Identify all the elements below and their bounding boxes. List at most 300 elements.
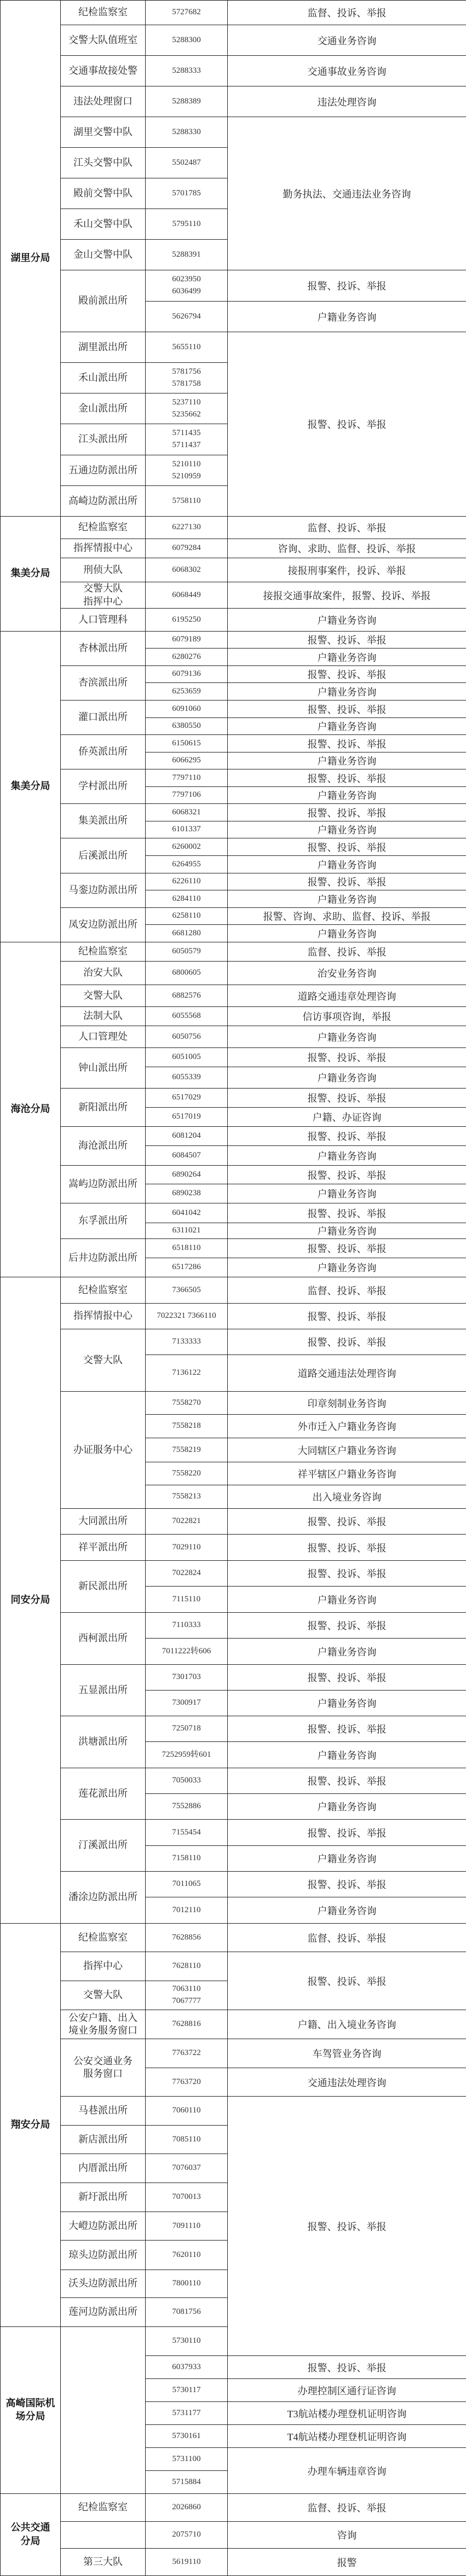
table-row <box>1 985 466 1007</box>
phone-number: 6890238 <box>146 1184 228 1203</box>
district-name: 集美分局 <box>1 632 61 942</box>
phone-number: 7070013 <box>146 2183 228 2212</box>
phone-number: 7081756 <box>146 2298 228 2327</box>
phone-number: 7800110 <box>146 2270 228 2298</box>
table-row <box>1 701 466 718</box>
phone-number: 7155454 <box>146 1820 228 1846</box>
unit-name: 马巷派出所 <box>61 2097 146 2126</box>
table-row <box>1 1665 466 1691</box>
phone-number: 6284110 <box>146 890 228 908</box>
table-row <box>1 942 466 962</box>
phone-number: 5288389 <box>146 86 228 117</box>
table-row <box>1 2522 466 2549</box>
service-description: 报警、投诉、举报 <box>228 632 466 649</box>
service-description: 报警、投诉、举报 <box>228 838 466 856</box>
phone-number: 7110333 <box>146 1613 228 1639</box>
phone-number: 5701785 <box>146 178 228 209</box>
service-description: 印章刻制业务咨询 <box>228 1392 466 1415</box>
phone-number: 7763722 <box>146 2039 228 2068</box>
unit-name: 内厝派出所 <box>61 2154 146 2183</box>
phone-number: 6079189 <box>146 632 228 649</box>
phone-number: 7085110 <box>146 2126 228 2154</box>
unit-name: 高崎边防派出所 <box>61 486 146 517</box>
service-description: 报警、投诉、举报 <box>228 1872 466 1897</box>
service-description: 监督、投诉、举报 <box>228 1277 466 1304</box>
phone-number: 7011065 <box>146 1872 228 1897</box>
service-description: 道路交通违章处理咨询 <box>228 985 466 1007</box>
unit-name: 新圩派出所 <box>61 2183 146 2212</box>
phone-number: 6150615 <box>146 735 228 752</box>
phone-number: 6079284 <box>146 539 228 558</box>
phone-number: 5730161 <box>146 2425 228 2448</box>
table-row <box>1 1239 466 1258</box>
table-row <box>1 332 466 363</box>
service-description: 违法处理咨询 <box>228 86 466 117</box>
service-description: 出入境业务咨询 <box>228 1485 466 1509</box>
unit-name: 指挥情报中心 <box>61 1304 146 1329</box>
unit-name: 沃头边防派出所 <box>61 2270 146 2298</box>
service-description: 接报刑事案件，投诉、举报 <box>228 558 466 582</box>
phone-number: 6050579 <box>146 942 228 962</box>
phone-number: 5711435 5711437 <box>146 424 228 455</box>
phone-number: 6051005 <box>146 1048 228 1067</box>
service-description: 户籍业务咨询 <box>228 1742 466 1768</box>
service-description: 祥平辖区户籍业务咨询 <box>228 1462 466 1485</box>
service-description: 户籍业务咨询 <box>228 821 466 838</box>
phone-number: 7366505 <box>146 1277 228 1304</box>
table-row <box>1 908 466 925</box>
service-description: 户籍业务咨询 <box>228 302 466 332</box>
service-description: 报警、投诉、举报 <box>228 666 466 683</box>
unit-name: 湖里派出所 <box>61 332 146 363</box>
table-row <box>1 1166 466 1184</box>
phone-number: 6800605 <box>146 962 228 985</box>
phone-number: 7091110 <box>146 2212 228 2241</box>
unit-name: 第三大队 <box>61 2549 146 2576</box>
phone-number: 6226110 <box>146 873 228 890</box>
table-row <box>1 1561 466 1587</box>
table-row <box>1 1304 466 1329</box>
table-row <box>1 2039 466 2068</box>
unit-name: 五显派出所 <box>61 1665 146 1716</box>
table-row <box>1 1768 466 1794</box>
table-row <box>1 1924 466 1952</box>
service-description: 报警、投诉、举报 <box>228 1820 466 1846</box>
service-description: 监督、投诉、举报 <box>228 1924 466 1952</box>
service-description: 外市迁入户籍业务咨询 <box>228 1415 466 1438</box>
district-name: 集美分局 <box>1 517 61 632</box>
service-description: 户籍业务咨询 <box>228 787 466 804</box>
table-row <box>1 804 466 821</box>
phone-number: 5730110 <box>146 2327 228 2356</box>
phone-number: 7797110 <box>146 769 228 787</box>
table-row <box>1 1509 466 1535</box>
phone-number: 5210110 5210959 <box>146 455 228 486</box>
unit-name: 纪检监察室 <box>61 942 146 962</box>
unit-name: 刑侦大队 <box>61 558 146 582</box>
table-row <box>1 962 466 985</box>
unit-name: 指挥中心 <box>61 1952 146 1981</box>
service-description: 户籍业务咨询 <box>228 1258 466 1277</box>
service-description: 监督、投诉、举报 <box>228 2494 466 2522</box>
unit-name: 纪检监察室 <box>61 517 146 539</box>
unit-name: 交警大队 <box>61 1329 146 1392</box>
unit-name: 纪检监察室 <box>61 1277 146 1304</box>
table-row <box>1 2010 466 2039</box>
phone-number: 6280276 <box>146 649 228 666</box>
phone-number: 7076037 <box>146 2154 228 2183</box>
unit-name: 交警大队值班室 <box>61 25 146 56</box>
phone-number: 7763720 <box>146 2068 228 2097</box>
table-row <box>1 56 466 86</box>
service-description: 户籍业务咨询 <box>228 649 466 666</box>
phone-number: 7158110 <box>146 1846 228 1872</box>
phone-number: 6681280 <box>146 925 228 942</box>
service-description: 报警、投诉、举报 <box>228 804 466 821</box>
unit-name: 殿前派出所 <box>61 270 146 332</box>
service-description: 办理控制区通行证咨询 <box>228 2379 466 2402</box>
table-row <box>1 1127 466 1146</box>
service-description: 接报交通事故案件，报警、投诉、举报 <box>228 582 466 609</box>
unit-name: 殿前交警中队 <box>61 178 146 209</box>
service-description: 监督、投诉、举报 <box>228 942 466 962</box>
unit-name: 莲河边防派出所 <box>61 2298 146 2327</box>
phone-number: 6068449 <box>146 582 228 609</box>
service-description: 办理车辆违章咨询 <box>228 2448 466 2494</box>
phone-number: 6517019 <box>146 1108 228 1127</box>
phone-number: 6081204 <box>146 1127 228 1146</box>
service-description: 大同辖区户籍业务咨询 <box>228 1438 466 1462</box>
service-description: 户籍业务咨询 <box>228 1184 466 1203</box>
table-row <box>1 666 466 683</box>
service-description: 报警、投诉、举报 <box>228 2097 466 2356</box>
unit-name: 海沧派出所 <box>61 1127 146 1166</box>
phone-number: 6258110 <box>146 908 228 925</box>
phone-number: 5731177 <box>146 2402 228 2425</box>
service-description: 户籍业务咨询 <box>228 718 466 735</box>
table-row <box>1 558 466 582</box>
unit-name: 莲花派出所 <box>61 1768 146 1820</box>
service-description: 户籍业务咨询 <box>228 1639 466 1665</box>
unit-name: 法制大队 <box>61 1007 146 1026</box>
table-row <box>1 1329 466 1355</box>
service-description: 交通业务咨询 <box>228 25 466 56</box>
service-description: 报警、投诉、举报 <box>228 769 466 787</box>
service-description: 报警、投诉、举报 <box>228 1329 466 1355</box>
district-name: 高崎国际机 场分局 <box>1 2327 61 2494</box>
phone-number: 7301703 <box>146 1665 228 1691</box>
service-description: 报警、投诉、举报 <box>228 735 466 752</box>
service-description: 户籍业务咨询 <box>228 683 466 701</box>
phone-number: 5730117 <box>146 2379 228 2402</box>
phone-number: 6890264 <box>146 1166 228 1184</box>
unit-name: 纪检监察室 <box>61 2494 146 2522</box>
service-description: 报警、投诉、举报 <box>228 1127 466 1146</box>
service-description: 报警、投诉、举报 <box>228 873 466 890</box>
unit-name: 金山交警中队 <box>61 240 146 270</box>
service-description: 报警、投诉、举报 <box>228 2356 466 2379</box>
phone-number: 7628110 <box>146 1952 228 1981</box>
service-description: 户籍、办证咨询 <box>228 1108 466 1127</box>
phone-number: 6066295 <box>146 752 228 769</box>
service-description: 报警 <box>228 2549 466 2576</box>
district-name: 海沧分局 <box>1 942 61 1277</box>
table-row <box>1 2097 466 2126</box>
service-description: 户籍、出入境业务咨询 <box>228 2010 466 2039</box>
unit-name: 治安大队 <box>61 962 146 985</box>
service-description: 户籍业务咨询 <box>228 1223 466 1239</box>
service-description: 报警、投诉、举报 <box>228 1561 466 1587</box>
unit-name: 大嶝边防派出所 <box>61 2212 146 2241</box>
phone-number: 7136122 <box>146 1355 228 1392</box>
service-description: 报警、投诉、举报 <box>228 270 466 302</box>
unit-name: 洪塘派出所 <box>61 1716 146 1768</box>
service-description: 报警、投诉、举报 <box>228 1166 466 1184</box>
phone-number: 7029110 <box>146 1535 228 1561</box>
phone-number: 7012110 <box>146 1897 228 1924</box>
unit-name: 后溪派出所 <box>61 838 146 873</box>
table-row <box>1 1613 466 1639</box>
table-row <box>1 1820 466 1846</box>
unit-name: 集美派出所 <box>61 804 146 838</box>
phone-number: 6050756 <box>146 1026 228 1048</box>
phone-number: 5655110 <box>146 332 228 363</box>
table-row <box>1 838 466 856</box>
unit-name: 禾山交警中队 <box>61 209 146 240</box>
phone-number: 6380550 <box>146 718 228 735</box>
phone-number: 5502487 <box>146 148 228 178</box>
table-row <box>1 86 466 117</box>
service-description: 户籍业务咨询 <box>228 890 466 908</box>
service-description: 咨询、求助、监督、投诉、举报 <box>228 539 466 558</box>
table-row <box>1 1952 466 1981</box>
phone-number: 5781756 5781758 <box>146 363 228 393</box>
service-description: 户籍业务咨询 <box>228 925 466 942</box>
unit-name: 侨英派出所 <box>61 735 146 769</box>
service-description: 信访事项咨询，举报 <box>228 1007 466 1026</box>
unit-name: 新店派出所 <box>61 2126 146 2154</box>
service-description: 户籍业务咨询 <box>228 1067 466 1089</box>
phone-number: 6023950 6036499 <box>146 270 228 302</box>
table-row <box>1 1277 466 1304</box>
table-row <box>1 1026 466 1048</box>
service-description: 勤务执法、交通违法业务咨询 <box>228 117 466 270</box>
table-row <box>1 1392 466 1415</box>
phone-number: 6068321 <box>146 804 228 821</box>
phone-number: 7558270 <box>146 1392 228 1415</box>
service-description: 报警、投诉、举报 <box>228 1203 466 1223</box>
unit-name: 交警大队 <box>61 1981 146 2010</box>
phone-number: 7133333 <box>146 1329 228 1355</box>
table-row <box>1 632 466 649</box>
phone-number: 7060110 <box>146 2097 228 2126</box>
phone-number: 6227130 <box>146 517 228 539</box>
phone-number: 5727682 <box>146 1 228 25</box>
phone-number: 6041042 <box>146 1203 228 1223</box>
service-description: 报警、投诉、举报 <box>228 1768 466 1794</box>
service-description: 报警、投诉、举报 <box>228 1535 466 1561</box>
unit-name <box>61 2522 146 2549</box>
service-description: 报警、投诉、举报 <box>228 1952 466 2010</box>
unit-name: 大同派出所 <box>61 1509 146 1535</box>
phone-number: 7628816 <box>146 2010 228 2039</box>
unit-name: 禾山派出所 <box>61 363 146 393</box>
table-row <box>1 1535 466 1561</box>
service-description: 报警、投诉、举报 <box>228 1239 466 1258</box>
table-row <box>1 1 466 25</box>
table-row <box>1 270 466 302</box>
table-row <box>1 25 466 56</box>
table-row <box>1 117 466 148</box>
table-row <box>1 1089 466 1108</box>
district-name: 翔安分局 <box>1 1924 61 2327</box>
phone-number: 5288330 <box>146 117 228 148</box>
unit-name: 琼头边防派出所 <box>61 2241 146 2270</box>
phone-number: 7252959转601 <box>146 1742 228 1768</box>
phone-number: 2026860 <box>146 2494 228 2522</box>
phone-number: 7552886 <box>146 1794 228 1820</box>
unit-name: 金山派出所 <box>61 393 146 424</box>
table-row <box>1 2494 466 2522</box>
phone-number: 7558219 <box>146 1438 228 1462</box>
table-row <box>1 582 466 609</box>
phone-number: 6091060 <box>146 701 228 718</box>
phone-number: 7250718 <box>146 1716 228 1742</box>
unit-name: 办证服务中心 <box>61 1392 146 1509</box>
unit-name: 杏林派出所 <box>61 632 146 666</box>
phone-number: 6079136 <box>146 666 228 683</box>
phone-number: 6517029 <box>146 1089 228 1108</box>
unit-name: 人口管理处 <box>61 1026 146 1048</box>
table-row <box>1 735 466 752</box>
service-description: 户籍业务咨询 <box>228 752 466 769</box>
unit-name: 交通事故接处警 <box>61 56 146 86</box>
phone-number: 5715884 <box>146 2471 228 2494</box>
unit-name: 钟山派出所 <box>61 1048 146 1089</box>
phone-number: 6195250 <box>146 609 228 632</box>
table-row <box>1 1872 466 1897</box>
service-description: 咨询 <box>228 2522 466 2549</box>
table-row <box>1 1007 466 1026</box>
phone-number: 6253659 <box>146 683 228 701</box>
service-description: T4航站楼办理登机证明咨询 <box>228 2425 466 2448</box>
service-description: T3航站楼办理登机证明咨询 <box>228 2402 466 2425</box>
table-row <box>1 517 466 539</box>
phone-number: 6518110 <box>146 1239 228 1258</box>
phone-number: 6055568 <box>146 1007 228 1026</box>
phone-number: 7050033 <box>146 1768 228 1794</box>
service-description: 报警、投诉、举报 <box>228 1716 466 1742</box>
service-description: 报警、投诉、举报 <box>228 1613 466 1639</box>
unit-name: 交警大队 <box>61 985 146 1007</box>
service-description: 户籍业务咨询 <box>228 1587 466 1613</box>
service-description: 交通违法处理咨询 <box>228 2068 466 2097</box>
unit-name <box>61 2327 146 2494</box>
unit-name: 嵩屿边防派出所 <box>61 1166 146 1203</box>
unit-name: 纪检监察室 <box>61 1 146 25</box>
phone-number: 7620110 <box>146 2241 228 2270</box>
phone-number: 5288333 <box>146 56 228 86</box>
phone-number: 6084507 <box>146 1146 228 1166</box>
phone-number: 7558213 <box>146 1485 228 1509</box>
phone-number: 6101337 <box>146 821 228 838</box>
unit-name: 马銮边防派出所 <box>61 873 146 908</box>
phone-number: 6068302 <box>146 558 228 582</box>
service-description: 户籍业务咨询 <box>228 1026 466 1048</box>
table-row <box>1 2549 466 2576</box>
unit-name: 学村派出所 <box>61 769 146 804</box>
unit-name: 杏滨派出所 <box>61 666 146 701</box>
service-description: 报警、投诉、举报 <box>228 1048 466 1067</box>
table-row <box>1 873 466 890</box>
table-row <box>1 1203 466 1223</box>
phone-number: 6260002 <box>146 838 228 856</box>
phone-number: 7797106 <box>146 787 228 804</box>
service-description: 户籍业务咨询 <box>228 1794 466 1820</box>
unit-name: 新阳派出所 <box>61 1089 146 1127</box>
unit-name: 祥平派出所 <box>61 1535 146 1561</box>
phone-number: 5288300 <box>146 25 228 56</box>
table-row <box>1 539 466 558</box>
unit-name: 江头派出所 <box>61 424 146 455</box>
district-name: 同安分局 <box>1 1277 61 1924</box>
unit-name: 凤安边防派出所 <box>61 908 146 942</box>
phone-number: 6055339 <box>146 1067 228 1089</box>
table-row <box>1 1048 466 1067</box>
service-description: 报警、投诉、举报 <box>228 701 466 718</box>
unit-name: 纪检监察室 <box>61 1924 146 1952</box>
service-description: 报警、投诉、举报 <box>228 332 466 517</box>
phone-number: 7628856 <box>146 1924 228 1952</box>
phone-number: 6517286 <box>146 1258 228 1277</box>
service-description: 户籍业务咨询 <box>228 1897 466 1924</box>
service-description: 道路交通违法处理咨询 <box>228 1355 466 1392</box>
phone-number: 5795110 <box>146 209 228 240</box>
phone-number: 5626794 <box>146 302 228 332</box>
unit-name: 湖里交警中队 <box>61 117 146 148</box>
service-description: 交通事故业务咨询 <box>228 56 466 86</box>
phone-number: 7022321 7366110 <box>146 1304 228 1329</box>
phone-number: 6264955 <box>146 856 228 873</box>
unit-name: 灌口派出所 <box>61 701 146 735</box>
phone-number: 6311021 <box>146 1223 228 1239</box>
district-name: 湖里分局 <box>1 1 61 517</box>
unit-name: 新民派出所 <box>61 1561 146 1613</box>
service-description: 户籍业务咨询 <box>228 1146 466 1166</box>
service-description: 户籍业务咨询 <box>228 856 466 873</box>
table-row <box>1 609 466 632</box>
district-name: 公共交通 分局 <box>1 2494 61 2576</box>
unit-name: 汀溪派出所 <box>61 1820 146 1872</box>
phone-number: 5619110 <box>146 2549 228 2576</box>
phone-number: 5237110 5235662 <box>146 393 228 424</box>
unit-name: 西柯派出所 <box>61 1613 146 1665</box>
service-description: 户籍业务咨询 <box>228 1691 466 1716</box>
service-description: 车驾管业务咨询 <box>228 2039 466 2068</box>
unit-name: 公安户籍、出入 境业务服务窗口 <box>61 2010 146 2039</box>
unit-name: 五通边防派出所 <box>61 455 146 486</box>
unit-name: 江头交警中队 <box>61 148 146 178</box>
phone-number: 6882576 <box>146 985 228 1007</box>
service-description: 报警、投诉、举报 <box>228 1089 466 1108</box>
unit-name: 人口管理科 <box>61 609 146 632</box>
service-description: 报警、投诉、举报 <box>228 1665 466 1691</box>
phone-number: 7011222转606 <box>146 1639 228 1665</box>
service-description: 报警、咨询、求助、监督、投诉、举报 <box>228 908 466 925</box>
table-row <box>1 1716 466 1742</box>
phone-number: 7558220 <box>146 1462 228 1485</box>
table-row <box>1 769 466 787</box>
